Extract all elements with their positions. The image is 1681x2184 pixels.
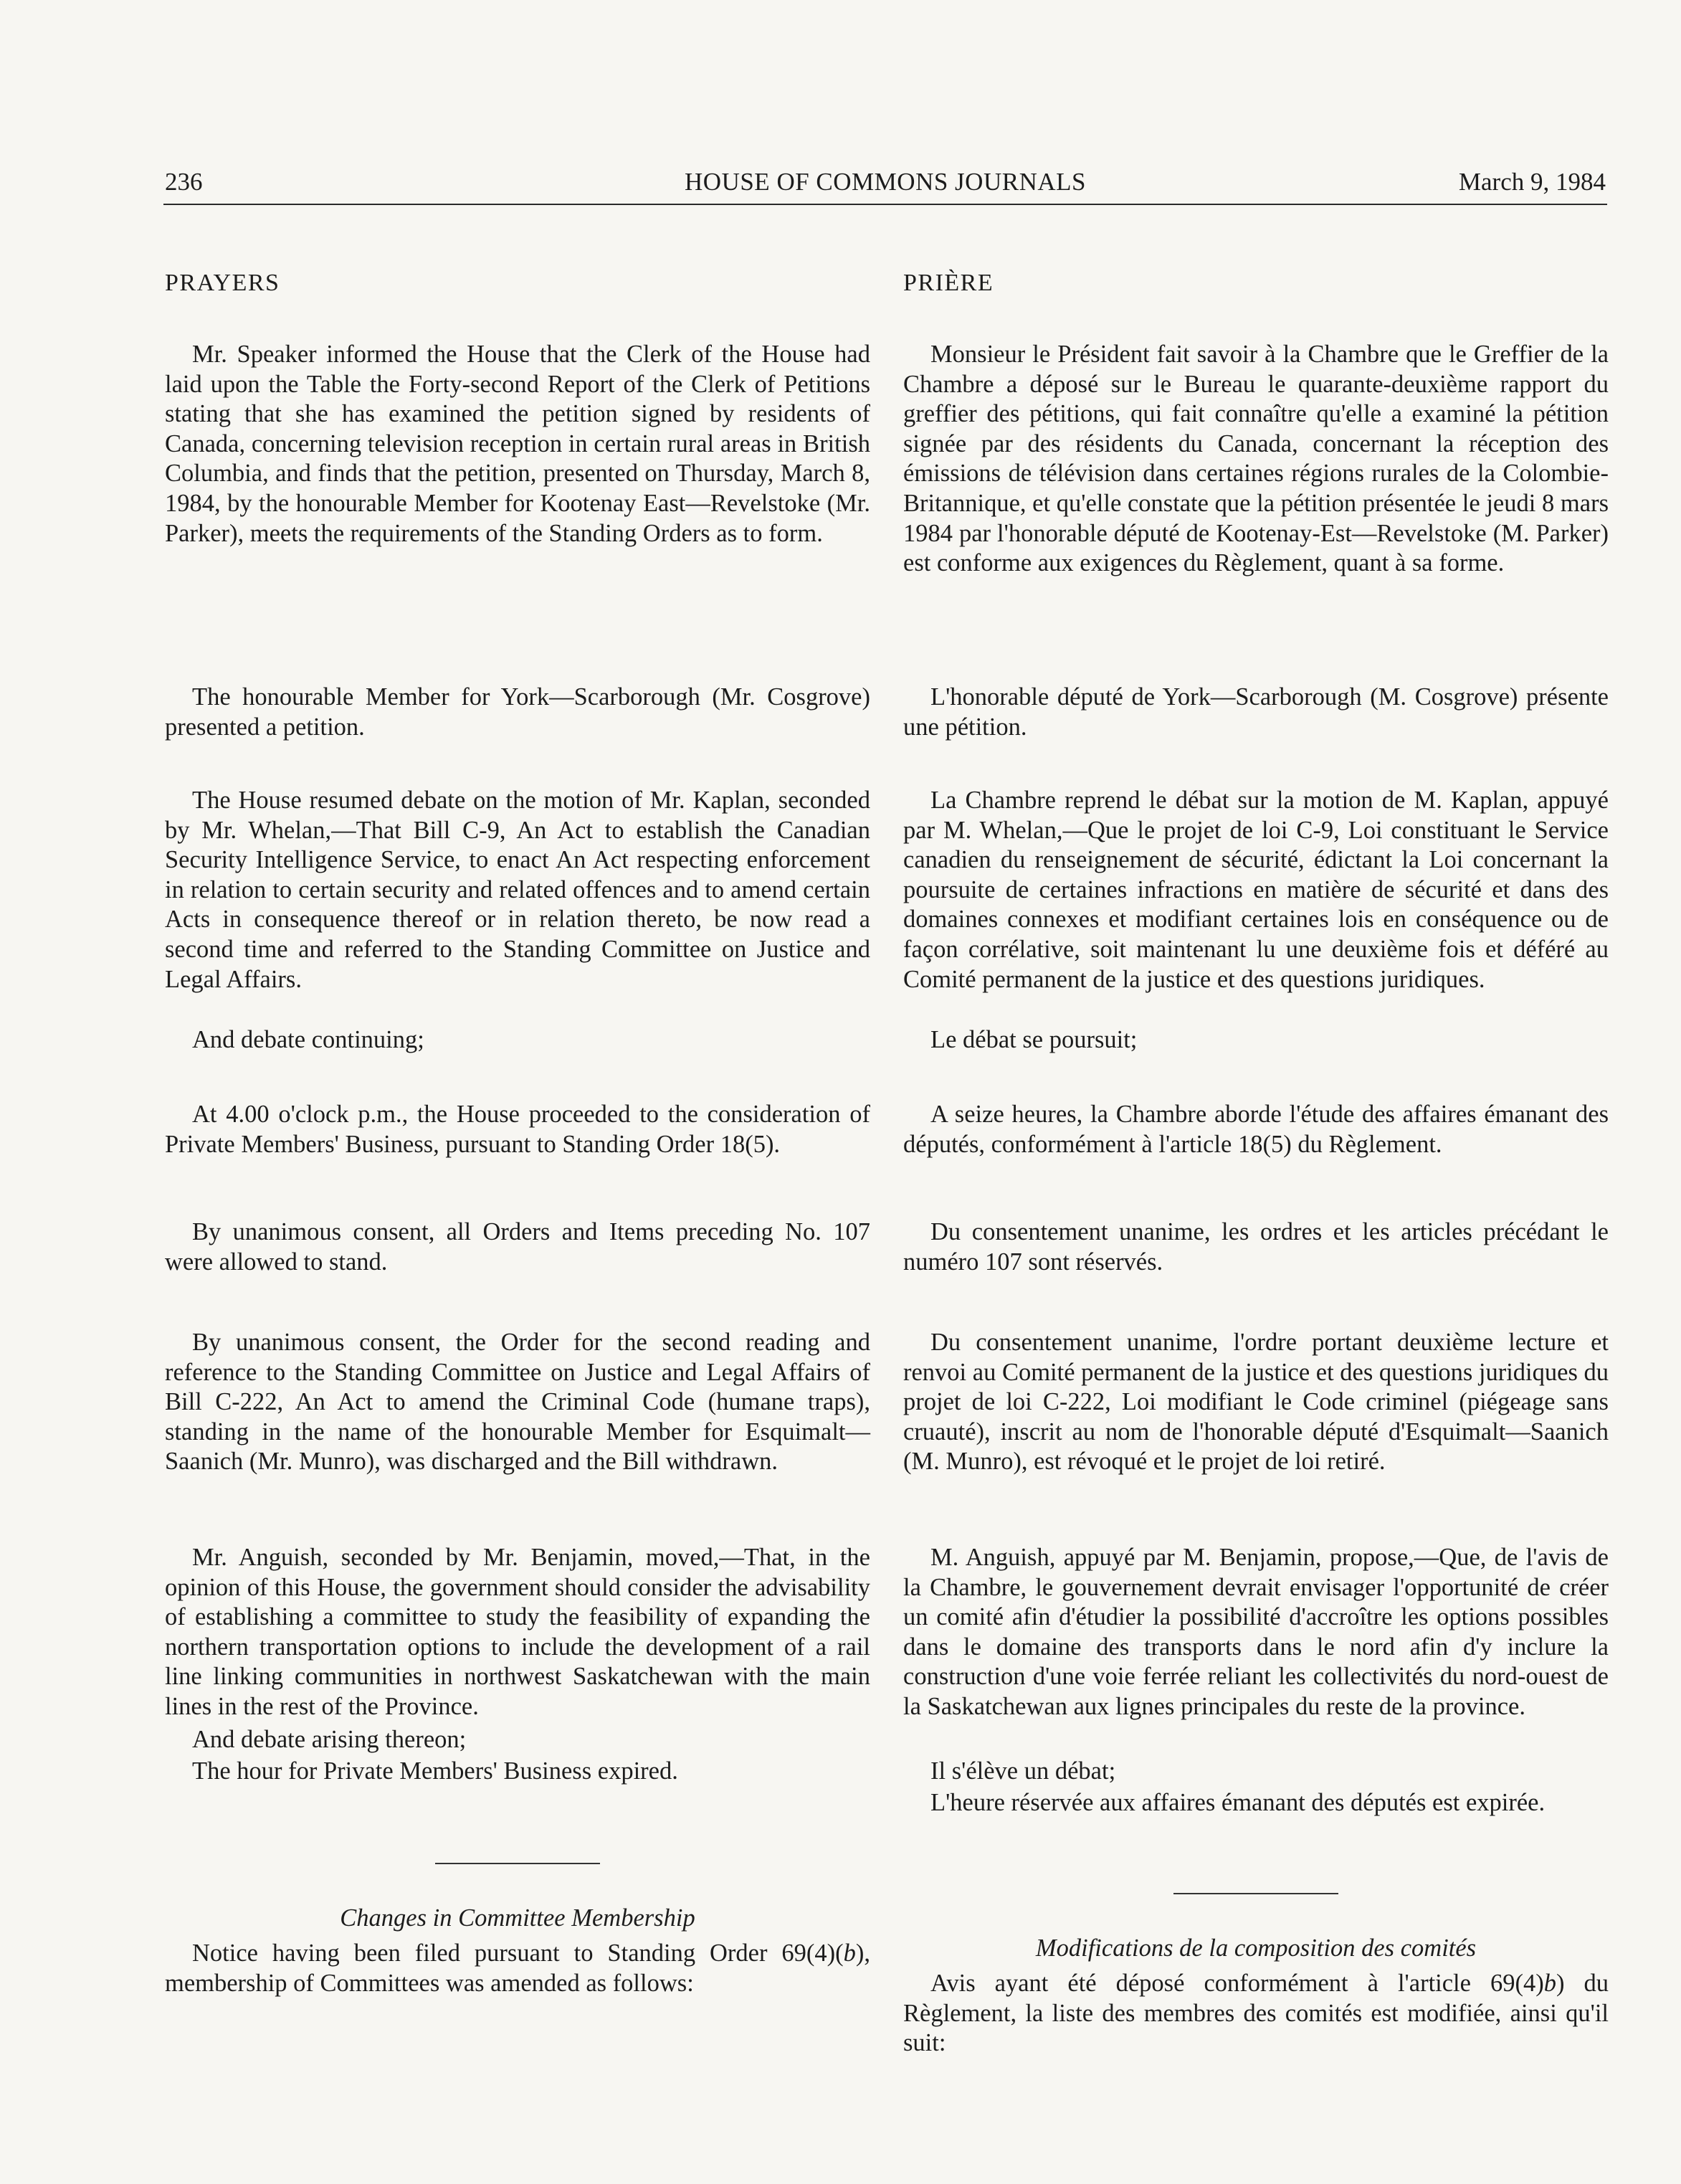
paragraph-debat-eleve: Il s'élève un débat; <box>930 1757 1116 1785</box>
paragraph-debate-resumed: The House resumed debate on the motion of Mr. Kaplan, seconded by Mr. Whelan,—That Bill C-9, An Act to establish the Canadian Security Intelligence Service, to enact An Act respecting enforcement in relation to certain security and related offences and to amend certain Acts in consequence thereof or in relation thereto, be now read a second time and referred to the Standing Committee on Justice and Legal Affairs. <box>165 787 870 993</box>
section-heading-prayers: PRAYERS <box>165 270 280 296</box>
paragraph-petition-presented: The honourable Member for York—Scarborough (Mr. Cosgrove) presented a petition. <box>165 683 870 741</box>
journal-title: HOUSE OF COMMONS JOURNALS <box>685 168 1086 196</box>
paragraph-private-members-business: At 4.00 o'clock p.m., the House proceeded to the consideration of Private Members' Business, pursuant to Standing Order 18(5). <box>165 1101 870 1158</box>
paragraph-orders-stand: By unanimous consent, all Orders and Items preceding No. 107 were allowed to stand. <box>165 1218 870 1276</box>
paragraph-motion-anguish-fr: M. Anguish, appuyé par M. Benjamin, propose,—Que, de l'avis de la Chambre, le gouvernement devrait envisager l'opportunité de créer un comité afin d'étudier la possibilité d'accroître les options possibles dans le domaine des transports dans le nord afin d'y inclure la construction d'une voie ferrée reliant les collectivités du nord-ouest de la Saskatchewan aux lignes principales du reste de la province. <box>903 1544 1609 1720</box>
section-heading-priere: PRIÈRE <box>903 270 994 296</box>
page-number: 236 <box>165 168 203 196</box>
paragraph-heure-expiree: L'heure réservée aux affaires émanant des députés est expirée. <box>930 1789 1546 1816</box>
paragraph-articles-reserves: Du consentement unanime, les ordres et les articles précédant le numéro 107 sont réservés. <box>903 1218 1609 1276</box>
paragraph-affaires-deputes: A seize heures, la Chambre aborde l'étude des affaires émanant des députés, conformément à l'article 18(5) du Règlement. <box>903 1101 1609 1158</box>
header-rule <box>163 204 1607 205</box>
page-header <box>165 168 1606 204</box>
journal-date: March 9, 1984 <box>1458 168 1606 196</box>
paragraph-debate-continuing: And debate continuing; <box>192 1026 424 1053</box>
paragraph-bill-withdrawn: By unanimous consent, the Order for the second reading and reference to the Standing Committee on Justice and Legal Affairs of Bill C-222, An Act to amend the Criminal Code (humane traps), standing in the name of the honourable Member for Esquimalt—Saanich (Mr. Munro), was discharged and the Bill withdrawn. <box>165 1329 870 1476</box>
paragraph-debat-poursuit: Le débat se poursuit; <box>930 1026 1138 1053</box>
paragraph-debat-repris: La Chambre reprend le débat sur la motion de M. Kaplan, appuyé par M. Whelan,—Que le projet de loi C-9, Loi constituant le Service canadien du renseignement de sécurité, édictant la Loi concernant la poursuite de certaines infractions en matière de sécurité et dans des domaines connexes et modifiant certaines lois en conséquence ou de façon corrélative, soit maintenant lu une deuxième fois et déféré au Comité permanent de la justice et des questions juridiques. <box>903 787 1609 993</box>
paragraph-president-rapport: Monsieur le Président fait savoir à la Chambre que le Greffier de la Chambre a déposé sur le Bureau le quarante-deuxième rapport du greffier des pétitions, qui fait connaître qu'elle a examiné la pétition signée par des résidents du Canada, concernant la réception des émissions de télévision dans certaines régions rurales de la Colombie-Britannique, et qu'elle constate que la pétition présentée le jeudi 8 mars 1984 par l'honorable député de Kootenay-Est—Revelstoke (M. Parker) est conforme aux exigences du Règlement, quant à sa forme. <box>903 341 1609 577</box>
paragraph-notice-filed: Notice having been filed pursuant to Standing Order 69(4)(b), membership of Committees was amended as follows: <box>165 1940 870 1997</box>
paragraph-petition-presentee: L'honorable député de York—Scarborough (M. Cosgrove) présente une pétition. <box>903 683 1609 741</box>
paragraph-motion-anguish: Mr. Anguish, seconded by Mr. Benjamin, moved,—That, in the opinion of this House, the government should consider the advisability of establishing a committee to study the feasibility of expanding the northern transportation options to include the development of a rail line linking communities in northwest Saskatchewan with the main lines in the rest of the Province. <box>165 1544 870 1720</box>
section-divider-fr <box>903 1893 1609 1894</box>
section-divider <box>165 1863 870 1864</box>
paragraph-speaker-report: Mr. Speaker informed the House that the Clerk of the House had laid upon the Table the Forty-second Report of the Clerk of Petitions stating that she has examined the petition signed by residents of Canada, concerning television reception in certain rural areas in British Columbia, and finds that the petition, presented on Thursday, March 8, 1984, by the honourable Member for Kootenay East—Revelstoke (Mr. Parker), meets the requirements of the Standing Orders as to form. <box>165 341 870 547</box>
subheading-modifications-comites: Modifications de la composition des comités <box>1035 1934 1477 1962</box>
paragraph-debate-arising: And debate arising thereon; <box>192 1726 467 1753</box>
subheading-committee-changes: Changes in Committee Membership <box>340 1904 695 1932</box>
paragraph-projet-retire: Du consentement unanime, l'ordre portant deuxième lecture et renvoi au Comité permanent de la justice et des questions juridiques du projet de loi C-222, Loi modifiant le Code criminel (piégeage sans cruauté), inscrit au nom de l'honorable député d'Esquimalt—Saanich (M. Munro), est révoqué et le projet de loi retiré. <box>903 1329 1609 1476</box>
paragraph-hour-expired: The hour for Private Members' Business expired. <box>192 1757 678 1785</box>
paragraph-avis-depose: Avis ayant été déposé conformément à l'article 69(4)b) du Règlement, la liste des membres des comités est modifiée, ainsi qu'il suit: <box>903 1970 1609 2057</box>
